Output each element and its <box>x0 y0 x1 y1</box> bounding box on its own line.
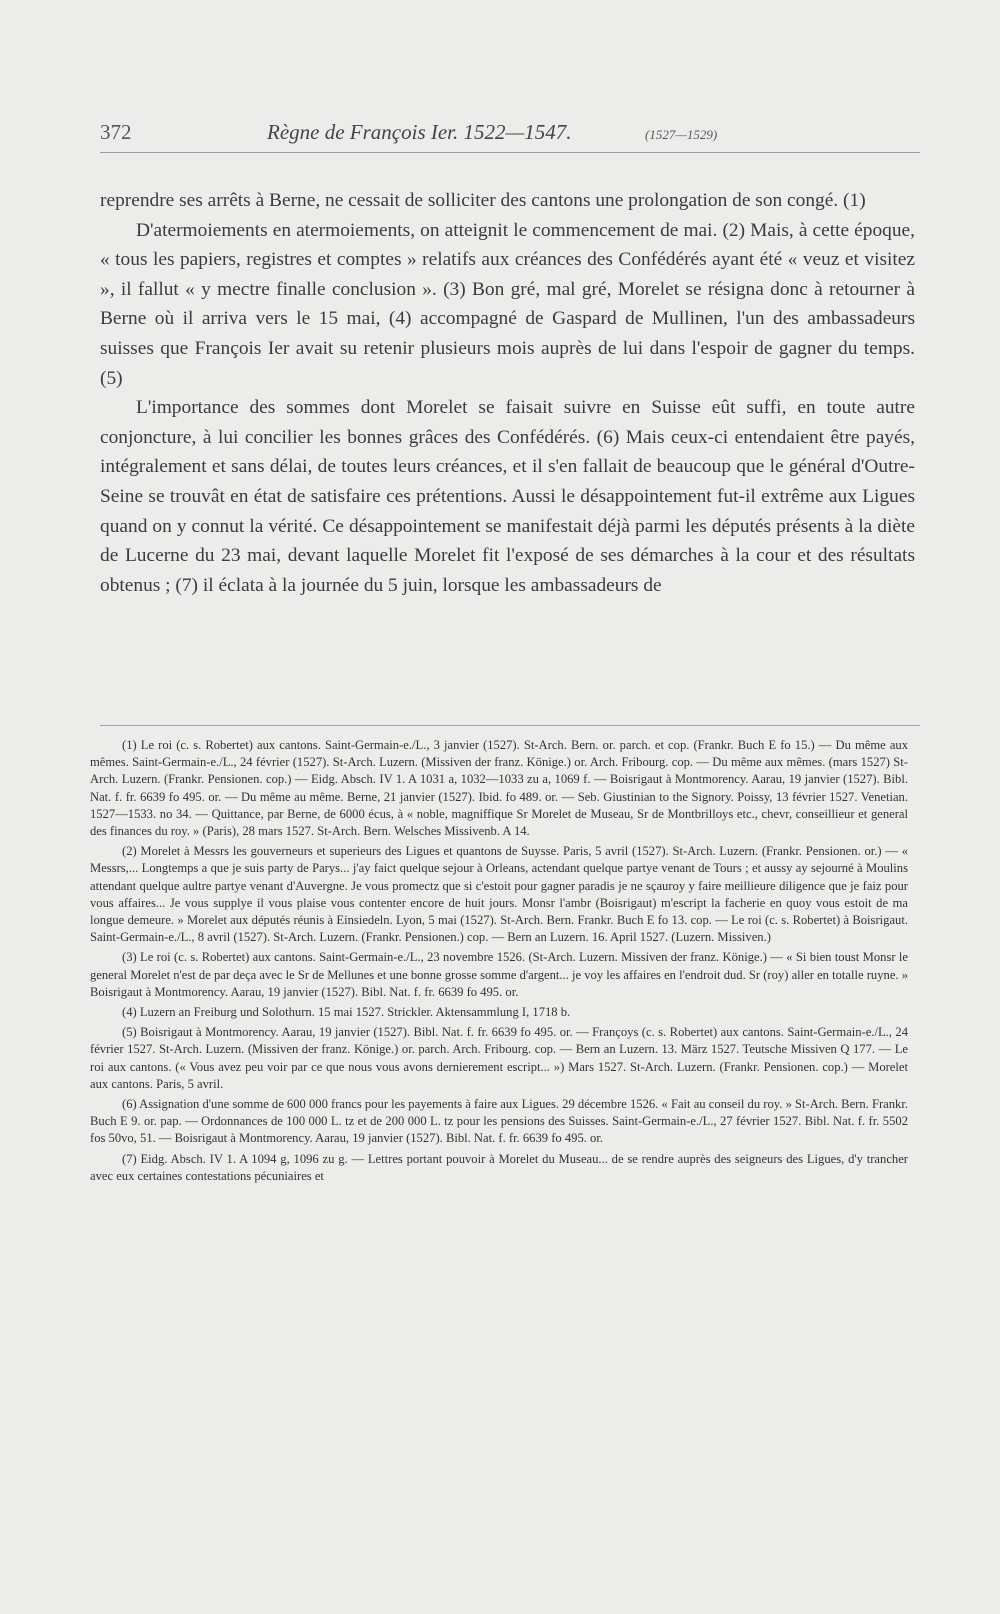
paragraph: L'importance des sommes dont Morelet se faisait suivre en Suisse eût suffi, en toute autre conjoncture, à lui concilier les bonnes grâces des Confédérés. (6) Mais ceux-ci entendaient être payés, intégralement et sans délai, de toutes leurs créances, et il s'en fallait de beaucoup que le général d'Outre-Seine se trouvât en état de satisfaire ces prétentions. Aussi le désappointement fut-il extrême aux Ligues quand on y connut la vérité. Ce désappointement se manifestait déjà parmi les députés présents à la diète de Lucerne du 23 mai, devant laquelle Morelet fit l'exposé de ses démarches à la cour et des résultats obtenus ; (7) il éclata à la journée du 5 juin, lorsque les ambassadeurs de <box>100 397 915 596</box>
page-header <box>100 116 920 146</box>
paragraph: reprendre ses arrêts à Berne, ne cessait de solliciter des cantons une prolongation de son congé. (1) <box>100 190 866 211</box>
page-number: 372 <box>100 120 132 144</box>
footnote: (3) Le roi (c. s. Robertet) aux cantons. Saint-Germain-e./L., 23 novembre 1526. (St-Arch. Luzern. Missiven der franz. Könige.) — « Si bien toust Monsr le general Morelet n'est de par deça avec le Sr de Mellunes et une bonne grosse somme d'argent... je voy les affaires en l'endroit dud. Sr (roy) aller en totalle ruyne. » Boisrigaut à Montmorency. Aarau, 19 janvier (1527). Bibl. Nat. f. fr. 6639 fo 495. or. <box>90 950 909 999</box>
footnote: (6) Assignation d'une somme de 600 000 francs pour les payements à faire aux Ligues. 29 décembre 1526. « Fait au conseil du roy. » St-Arch. Bern. Frankr. Buch E 9. or. pap. — Ordonnances de 100 000 L. tz et de 200 000 L. tz pour les pensions des Suisses. Saint-Germain-e./L., 27 février 1527. Bibl. Nat. f. fr. 5502 fos 50vo, 51. — Boisrigaut à Montmorency. Aarau, 19 janvier (1527). Bibl. Nat. f. fr. 6639 fo 495. or. <box>90 1097 908 1146</box>
header-dates: (1527—1529) <box>645 127 718 142</box>
body-text <box>100 186 915 600</box>
footnote: (2) Morelet à Messrs les gouverneurs et superieurs des Ligues et quantons de Suysse. Paris, 5 avril (1527). St-Arch. Luzern. (Frankr. Pensionen. or.) — « Messrs,... Longtemps a que je suis party de Parys... j'ay faict quelque sejour à Orleans, actendant quelque partye venant de Tours ; et aussy ay sejourné à Moulins attendant quelque aultre partye venant d'Auvergne. Je vous promectz que si c'estoit pour gagner paradis je ne sçauroy y faire meillieure diligence que je faiz pour vous affaires... Je vous supplye il vous plaise vous contenter encore de huit jours. Monsr l'ambr (Boisrigaut) m'escript la facherie en quoy vous estoit de ma longue demeure. » Morelet aux députés réunis à Einsiedeln. Lyon, 5 mai (1527). St-Arch. Bern. Frankr. Buch E fo 13. cop. — Le roi (c. s. Robertet) à Boisrigaut. Saint-Germain-e./L., 8 avril (1527). St-Arch. Luzern. (Frankr. Pensionen.) cop. — Bern an Luzern. 16. April 1527. (Luzern. Missiven.) <box>90 844 908 945</box>
paragraph: D'atermoiements en atermoiements, on atteignit le commencement de mai. (2) Mais, à cette époque, « tous les papiers, registres et comptes » relatifs aux créances des Confédérés ayant été « veuz et visitez », il fallut « y mectre finalle conclusion ». (3) Bon gré, mal gré, Morelet se résigna donc à retourner à Berne où il arriva vers le 15 mai, (4) accompagné de Gaspard de Mullinen, l'un des ambassadeurs suisses que François Ier avait su retenir plusieurs mois auprès de lui dans l'espoir de gagner du temps. (5) <box>100 219 915 389</box>
header-rule <box>100 152 920 153</box>
footnote-rule <box>100 725 920 726</box>
footnote: (5) Boisrigaut à Montmorency. Aarau, 19 janvier (1527). Bibl. Nat. f. fr. 6639 fo 495. or. — Françoys (c. s. Robertet) aux cantons. Saint-Germain-e./L., 24 février 1527. St-Arch. Luzern. (Missiven der franz. Könige.) or. parch. Arch. Fribourg. cop. — Bern an Luzern. 13. März 1527. Teutsche Missiven Q 177. — Le roi aux cantons. (« Vous avez peu voir par ce que nous vous avons dernierement escript... ») Mars 1527. St-Arch. Luzern. (Frankr. Pensionen. cop.) — Morelet aux cantons. Paris, 5 avril. <box>90 1025 908 1091</box>
footnote: (7) Eidg. Absch. IV 1. A 1094 g, 1096 zu g. — Lettres portant pouvoir à Morelet du Museau... de se rendre auprès des seigneurs des Ligues, d'y trancher avec eux certaines contestations pécuniaires et <box>90 1151 908 1183</box>
footnotes <box>90 737 908 1188</box>
running-title: Règne de François Ier. 1522—1547. <box>267 120 572 144</box>
footnote: (4) Luzern an Freiburg und Solothurn. 15 mai 1527. Strickler. Aktensammlung I, 1718 b. <box>122 1005 571 1020</box>
footnote: (1) Le roi (c. s. Robertet) aux cantons. Saint-Germain-e./L., 3 janvier (1527). St-Arch. Bern. or. parch. et cop. (Frankr. Buch E fo 15.) — Du même aux mêmes. Saint-Germain-e./L., 24 février (1527). St-Arch. Luzern. (Missiven der franz. Könige.) or. Arch. Fribourg. cop. — Du même aux mêmes. (mars 1527) St-Arch. Luzern. (Frankr. Pensionen. cop.) — Eidg. Absch. IV 1. A 1031 a, 1032—1033 zu a, 1069 f. — Boisrigaut à Montmorency. Aarau, 19 janvier (1527). Bibl. Nat. f. fr. 6639 fo 495. or. — Du même au même. Berne, 21 janvier (1527). Ibid. fo 489. or. — Seb. Giustinian to the Signory. Poissy, 13 février 1527. Venetian. 1527—1533. no 34. — Quittance, par Berne, de 6000 écus, à « noble, magniffique Sr Morelet de Museau, Sr de Montbrilloys etc., chevr, conseillieur et general des finances du roy. » (Paris), 28 mars 1527. St-Arch. Bern. Welsches Missivenb. A 14. <box>90 738 908 839</box>
